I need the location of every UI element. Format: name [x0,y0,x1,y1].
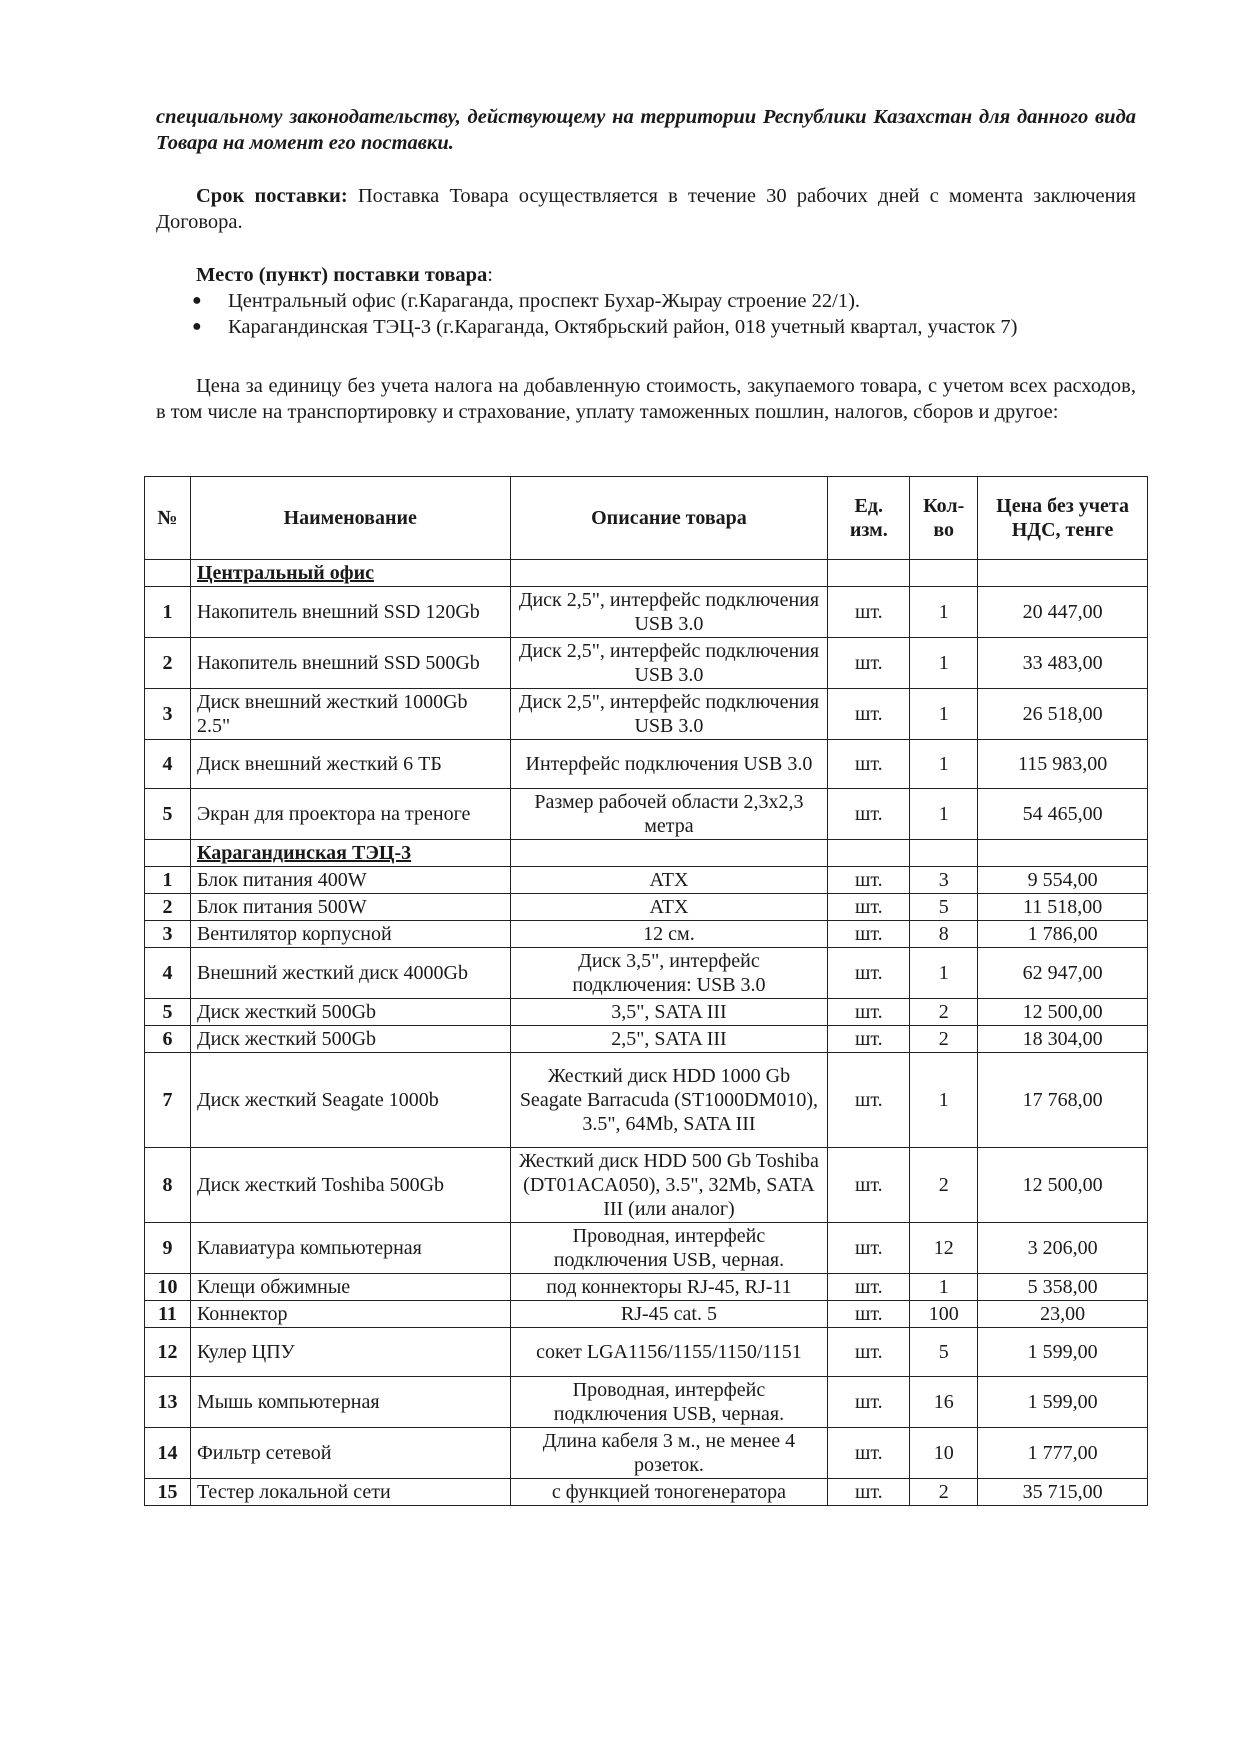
cell-qty: 1 [910,1274,978,1301]
cell-desc: RJ-45 cat. 5 [510,1301,828,1328]
cell-unit: шт. [828,948,910,999]
section-empty-cell [510,560,828,587]
cell-unit: шт. [828,1026,910,1053]
cell-num: 5 [145,789,191,840]
cell-price: 1 777,00 [978,1428,1148,1479]
cell-desc: Проводная, интерфейс подключения USB, черная. [510,1377,828,1428]
cell-unit: шт. [828,867,910,894]
section-empty-cell [910,840,978,867]
cell-name: Тестер локальной сети [190,1479,510,1506]
cell-num: 12 [145,1328,191,1377]
cell-unit: шт. [828,740,910,789]
table-row [145,921,1148,948]
delivery-place-label: Место (пункт) поставки товара [196,264,488,286]
cell-desc: Жесткий диск HDD 1000 Gb Seagate Barracuda (ST1000DM010), 3.5", 64Mb, SATA III [510,1053,828,1148]
table-row [145,999,1148,1026]
cell-num: 5 [145,999,191,1026]
cell-unit: шт. [828,689,910,740]
cell-qty: 8 [910,921,978,948]
cell-name: Вентилятор корпусной [190,921,510,948]
header-desc: Описание товара [510,477,828,560]
cell-unit: шт. [828,1377,910,1428]
table-row [145,894,1148,921]
table-row [145,740,1148,789]
table-row [145,1053,1148,1148]
cell-desc: Длина кабеля 3 м., не менее 4 розеток. [510,1428,828,1479]
cell-desc: Диск 2,5", интерфейс подключения USB 3.0 [510,587,828,638]
cell-price: 3 206,00 [978,1223,1148,1274]
cell-unit: шт. [828,1274,910,1301]
cell-qty: 2 [910,1148,978,1223]
table-row [145,867,1148,894]
cell-num: 3 [145,689,191,740]
cell-num: 6 [145,1026,191,1053]
cell-unit: шт. [828,638,910,689]
cell-qty: 1 [910,587,978,638]
cell-unit: шт. [828,587,910,638]
table-section-row [145,840,1148,867]
cell-qty: 12 [910,1223,978,1274]
cell-unit: шт. [828,1479,910,1506]
table-row [145,1479,1148,1506]
cell-desc: с функцией тоногенератора [510,1479,828,1506]
header-price: Цена без учета НДС, тенге [978,477,1148,560]
cell-unit: шт. [828,789,910,840]
cell-unit: шт. [828,894,910,921]
cell-qty: 5 [910,894,978,921]
delivery-term-label: Срок поставки: [196,185,348,207]
cell-price: 1 786,00 [978,921,1148,948]
table-row [145,1223,1148,1274]
table-row [145,587,1148,638]
cell-name: Диск жесткий 500Gb [190,999,510,1026]
cell-name: Блок питания 500W [190,894,510,921]
table-row [145,1026,1148,1053]
cell-unit: шт. [828,1223,910,1274]
cell-desc: 12 см. [510,921,828,948]
cell-desc: сокет LGA1156/1155/1150/1151 [510,1328,828,1377]
cell-name: Коннектор [190,1301,510,1328]
cell-desc: ATX [510,894,828,921]
cell-price: 12 500,00 [978,1148,1148,1223]
cell-qty: 2 [910,1026,978,1053]
cell-desc: Размер рабочей области 2,3х2,3 метра [510,789,828,840]
cell-num: 13 [145,1377,191,1428]
cell-num: 11 [145,1301,191,1328]
cell-name: Блок питания 400W [190,867,510,894]
section-num-cell [145,560,191,587]
section-empty-cell [828,840,910,867]
section-empty-cell [978,560,1148,587]
cell-desc: Жесткий диск HDD 500 Gb Toshiba (DT01ACA050), 3.5", 32Mb, SATA III (или аналог) [510,1148,828,1223]
cell-desc: Интерфейс подключения USB 3.0 [510,740,828,789]
table-row [145,1428,1148,1479]
cell-desc: Диск 3,5", интерфейс подключения: USB 3.0 [510,948,828,999]
cell-num: 15 [145,1479,191,1506]
cell-desc: Диск 2,5", интерфейс подключения USB 3.0 [510,689,828,740]
cell-price: 17 768,00 [978,1053,1148,1148]
cell-desc: 2,5", SATA III [510,1026,828,1053]
cell-price: 62 947,00 [978,948,1148,999]
table-row [145,789,1148,840]
cell-num: 7 [145,1053,191,1148]
cell-qty: 3 [910,867,978,894]
cell-desc: Проводная, интерфейс подключения USB, черная. [510,1223,828,1274]
section-empty-cell [978,840,1148,867]
table-row [145,948,1148,999]
cell-name: Экран для проектора на треноге [190,789,510,840]
cell-num: 4 [145,740,191,789]
table-row [145,689,1148,740]
table-header-row [145,477,1148,560]
cell-num: 1 [145,867,191,894]
cell-price: 9 554,00 [978,867,1148,894]
header-name: Наименование [190,477,510,560]
cell-price: 26 518,00 [978,689,1148,740]
table-row [145,1301,1148,1328]
cell-name: Диск внешний жесткий 1000Gb 2.5" [190,689,510,740]
cell-num: 2 [145,894,191,921]
header-qty: Кол-во [910,477,978,560]
intro-paragraph: специальному законодательству, действующему на территории Республики Казахстан для данного вида Товара на момент его поставки. [156,106,1136,154]
section-empty-cell [828,560,910,587]
table-row [145,1148,1148,1223]
bullet-icon: ● [192,318,202,335]
cell-desc: 3,5", SATA III [510,999,828,1026]
cell-qty: 2 [910,1479,978,1506]
delivery-place-item: Карагандинская ТЭЦ-3 (г.Караганда, Октябрьский район, 018 учетный квартал, участок 7) [228,316,1018,338]
cell-name: Клавиатура компьютерная [190,1223,510,1274]
table-row [145,1274,1148,1301]
section-empty-cell [510,840,828,867]
cell-unit: шт. [828,1328,910,1377]
cell-qty: 2 [910,999,978,1026]
cell-qty: 16 [910,1377,978,1428]
delivery-term-text: Поставка Товара осуществляется в течение 30 рабочих дней с момента заключения Договора. [156,185,1136,233]
cell-unit: шт. [828,1301,910,1328]
cell-price: 18 304,00 [978,1026,1148,1053]
cell-qty: 5 [910,1328,978,1377]
section-num-cell [145,840,191,867]
cell-qty: 1 [910,638,978,689]
cell-name: Диск жесткий Toshiba 500Gb [190,1148,510,1223]
cell-name: Диск внешний жесткий 6 ТБ [190,740,510,789]
cell-qty: 10 [910,1428,978,1479]
delivery-place-item: Центральный офис (г.Караганда, проспект Бухар-Жырау строение 22/1). [228,290,861,312]
delivery-place-heading [156,262,1136,288]
section-empty-cell [910,560,978,587]
cell-desc: под коннекторы RJ-45, RJ-11 [510,1274,828,1301]
section-title: Центральный офис [190,560,510,587]
bullet-icon: ● [192,292,202,309]
cell-qty: 100 [910,1301,978,1328]
cell-price: 23,00 [978,1301,1148,1328]
cell-price: 54 465,00 [978,789,1148,840]
cell-num: 10 [145,1274,191,1301]
list-item [192,288,1152,314]
cell-unit: шт. [828,921,910,948]
cell-num: 3 [145,921,191,948]
price-intro-paragraph: Цена за единицу без учета налога на добавленную стоимость, закупаемого товара, с учетом всех расходов, в том числе на транспортировку и страхование, уплату таможенных пошлин, налогов, сборов и другое: [156,375,1136,423]
cell-num: 1 [145,587,191,638]
goods-table [144,476,1148,1506]
cell-qty: 1 [910,740,978,789]
cell-price: 5 358,00 [978,1274,1148,1301]
cell-price: 1 599,00 [978,1328,1148,1377]
cell-name: Диск жесткий 500Gb [190,1026,510,1053]
cell-price: 12 500,00 [978,999,1148,1026]
cell-name: Накопитель внешний SSD 500Gb [190,638,510,689]
delivery-place-suffix: : [487,264,493,286]
cell-num: 8 [145,1148,191,1223]
cell-name: Накопитель внешний SSD 120Gb [190,587,510,638]
cell-num: 9 [145,1223,191,1274]
header-unit: Ед. изм. [828,477,910,560]
cell-price: 20 447,00 [978,587,1148,638]
list-item [192,314,1152,340]
table-row [145,1377,1148,1428]
cell-unit: шт. [828,1053,910,1148]
cell-name: Внешний жесткий диск 4000Gb [190,948,510,999]
cell-unit: шт. [828,1428,910,1479]
cell-price: 35 715,00 [978,1479,1148,1506]
table-section-row [145,560,1148,587]
cell-num: 2 [145,638,191,689]
header-num: № [145,477,191,560]
cell-desc: ATX [510,867,828,894]
cell-name: Диск жесткий Seagate 1000b [190,1053,510,1148]
cell-num: 14 [145,1428,191,1479]
delivery-term-paragraph [156,183,1136,235]
table-body [145,560,1148,1506]
cell-desc: Диск 2,5", интерфейс подключения USB 3.0 [510,638,828,689]
cell-num: 4 [145,948,191,999]
cell-name: Мышь компьютерная [190,1377,510,1428]
section-title: Карагандинская ТЭЦ-3 [190,840,510,867]
cell-price: 33 483,00 [978,638,1148,689]
table-row [145,638,1148,689]
cell-qty: 1 [910,789,978,840]
delivery-place-list [192,288,1152,340]
cell-name: Кулер ЦПУ [190,1328,510,1377]
table-row [145,1328,1148,1377]
cell-unit: шт. [828,1148,910,1223]
cell-name: Фильтр сетевой [190,1428,510,1479]
cell-name: Клещи обжимные [190,1274,510,1301]
cell-price: 115 983,00 [978,740,1148,789]
cell-qty: 1 [910,689,978,740]
cell-price: 1 599,00 [978,1377,1148,1428]
cell-qty: 1 [910,1053,978,1148]
cell-unit: шт. [828,999,910,1026]
cell-price: 11 518,00 [978,894,1148,921]
cell-qty: 1 [910,948,978,999]
